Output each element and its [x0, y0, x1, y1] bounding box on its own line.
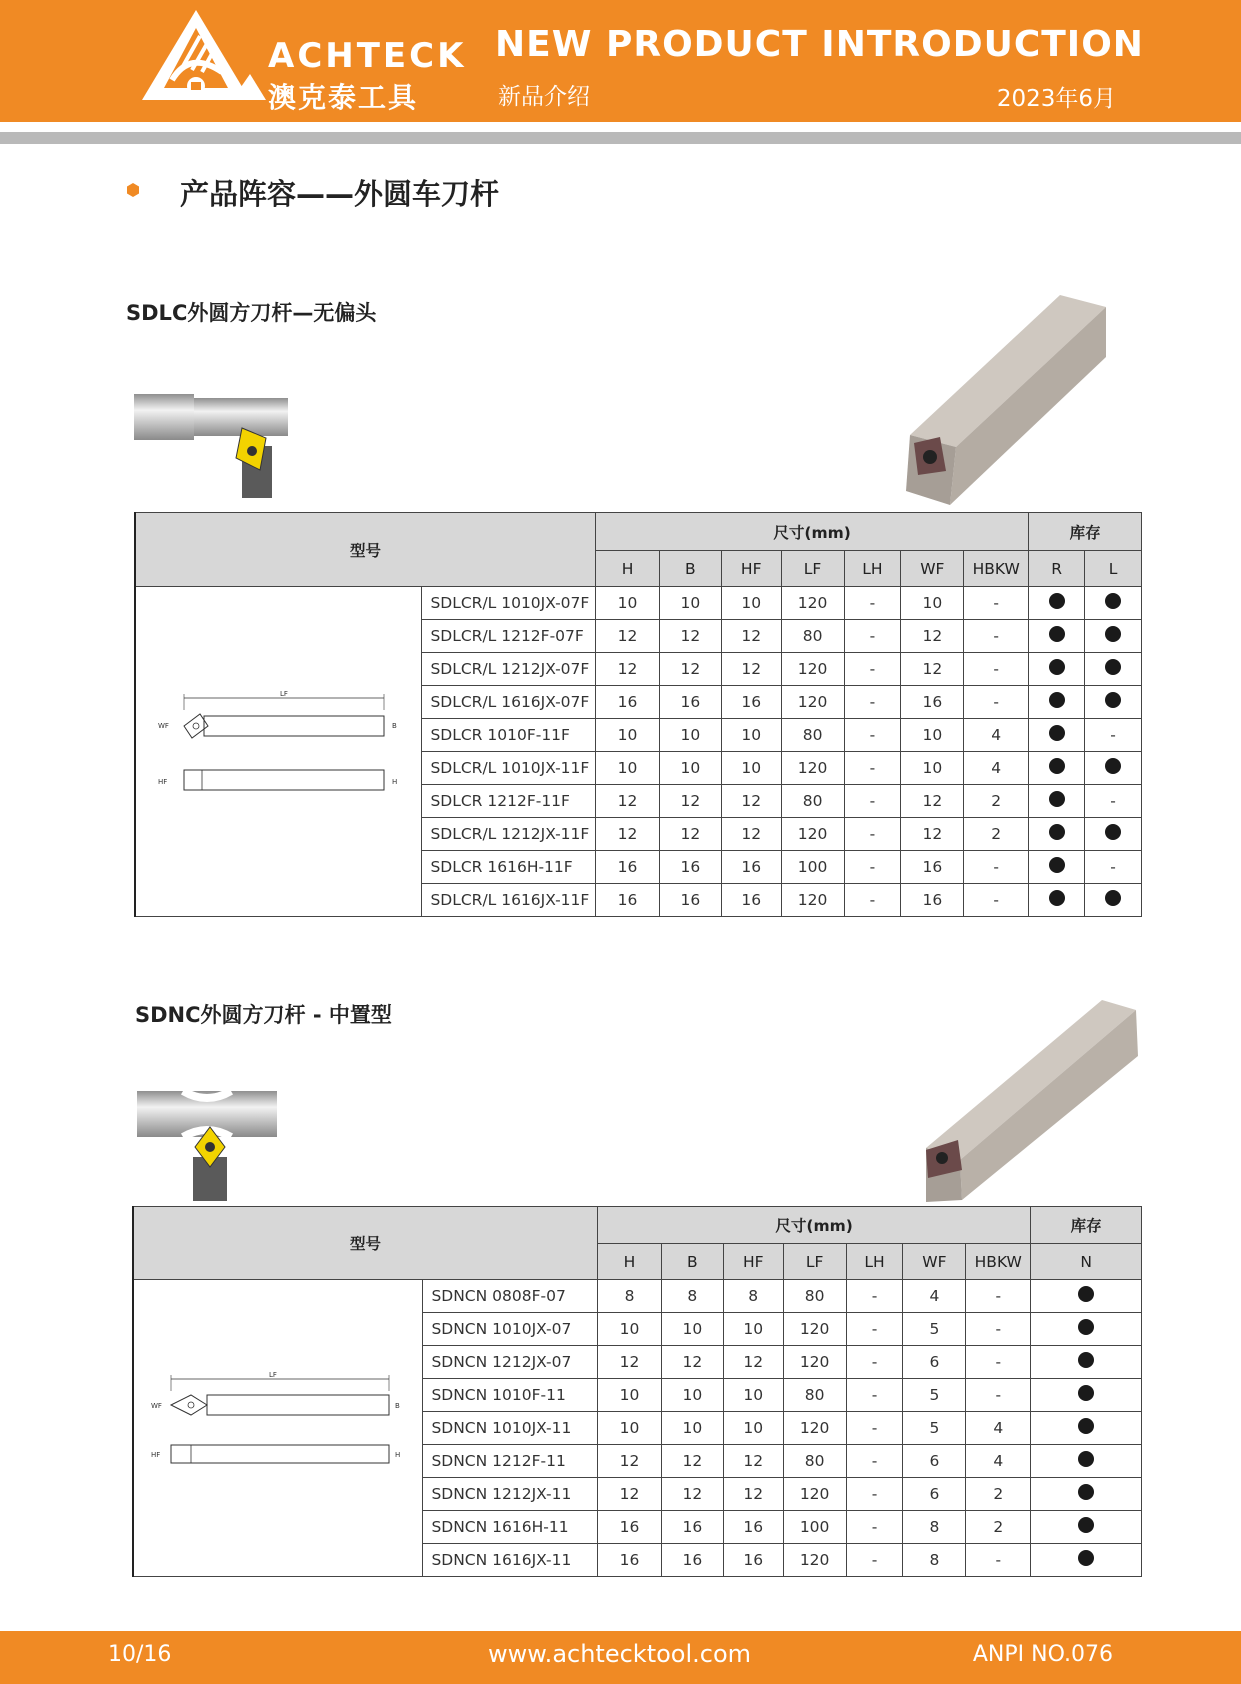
model-cell: SDNCN 1010JX-11	[423, 1412, 598, 1445]
model-cell: SDLCR/L 1616JX-11F	[422, 884, 596, 917]
sdlc-title: SDLC外圆方刀杆—无偏头	[126, 301, 377, 325]
model-cell: SDNCN 1212JX-11	[423, 1478, 598, 1511]
col-header-l: L	[1085, 551, 1142, 587]
dim-cell-wf: 10	[901, 587, 964, 620]
label-lf: LF	[279, 689, 288, 698]
dim-cell-hf: 12	[723, 1445, 783, 1478]
sdlc-tool-holder-icon	[900, 295, 1110, 507]
model-cell: SDNCN 1212F-11	[423, 1445, 598, 1478]
dim-cell-lh: -	[844, 620, 901, 653]
dim-cell-hf: 16	[721, 686, 781, 719]
in-stock-dot-icon	[1049, 890, 1065, 906]
stock-cell-r	[1029, 587, 1085, 620]
model-cell: SDNCN 1616H-11	[423, 1511, 598, 1544]
col-header-model: 型号	[133, 1207, 598, 1280]
dim-cell-lh: -	[844, 653, 901, 686]
dim-cell-hf: 10	[723, 1379, 783, 1412]
in-stock-dot-icon	[1078, 1286, 1094, 1302]
dim-cell-lf: 120	[781, 752, 844, 785]
header-subtitle: 新品介绍	[498, 84, 590, 110]
stock-cell-r	[1029, 884, 1085, 917]
col-header-wf: WF	[903, 1244, 966, 1280]
stock-cell-r	[1029, 620, 1085, 653]
dim-cell-lh: -	[844, 719, 901, 752]
dim-cell-wf: 5	[903, 1313, 966, 1346]
dim-cell-b: 10	[659, 587, 721, 620]
dim-cell-wf: 12	[901, 653, 964, 686]
in-stock-dot-icon	[1049, 824, 1065, 840]
dim-cell-wf: 6	[903, 1478, 966, 1511]
label-b: B	[395, 1402, 401, 1410]
stock-cell-n	[1031, 1445, 1142, 1478]
stock-cell-l: -	[1085, 719, 1142, 752]
col-header-lh: LH	[844, 551, 901, 587]
dim-cell-wf: 5	[903, 1412, 966, 1445]
model-cell: SDNCN 1010JX-07	[423, 1313, 598, 1346]
dim-cell-lh: -	[846, 1412, 903, 1445]
model-cell: SDLCR/L 1616JX-07F	[422, 686, 596, 719]
dim-cell-hbkw: -	[966, 1346, 1031, 1379]
dim-cell-hbkw: 2	[964, 818, 1029, 851]
in-stock-dot-icon	[1049, 857, 1065, 873]
dim-cell-wf: 6	[903, 1346, 966, 1379]
dim-cell-b: 10	[661, 1412, 723, 1445]
dim-cell-hbkw: -	[966, 1313, 1031, 1346]
dim-cell-b: 10	[659, 752, 721, 785]
section-title: 产品阵容——外圆车刀杆	[180, 177, 500, 211]
sdnc-title: SDNC外圆方刀杆 - 中置型	[135, 1003, 392, 1027]
website-link[interactable]: www.achtecktool.com	[488, 1640, 752, 1668]
stock-cell-l: -	[1085, 785, 1142, 818]
dim-cell-lh: -	[846, 1445, 903, 1478]
page-number: 10/16	[108, 1642, 172, 1667]
dim-cell-b: 10	[661, 1313, 723, 1346]
stock-cell-n	[1031, 1544, 1142, 1577]
in-stock-dot-icon	[1105, 626, 1121, 642]
col-header-stock: 库存	[1029, 513, 1142, 551]
hexagon-bullet-icon	[126, 183, 140, 197]
label-wf: WF	[157, 721, 169, 730]
label-h: H	[395, 1451, 401, 1459]
in-stock-dot-icon	[1049, 593, 1065, 609]
header-date: 2023年6月	[996, 86, 1116, 112]
dim-cell-hbkw: -	[964, 686, 1029, 719]
document-number: ANPI NO.076	[972, 1642, 1113, 1667]
dim-cell-lf: 120	[781, 686, 844, 719]
dim-cell-h: 12	[596, 785, 660, 818]
sdlc-machining-icon	[134, 388, 288, 498]
dim-cell-h: 16	[596, 884, 660, 917]
stock-cell-r	[1029, 752, 1085, 785]
model-cell: SDNCN 1010F-11	[423, 1379, 598, 1412]
dim-cell-hbkw: 4	[964, 752, 1029, 785]
col-header-hbkw: HBKW	[964, 551, 1029, 587]
col-header-dims: 尺寸(mm)	[596, 513, 1029, 551]
stock-cell-n	[1031, 1313, 1142, 1346]
col-header-wf: WF	[901, 551, 964, 587]
dim-cell-hbkw: -	[966, 1280, 1031, 1313]
label-hf: HF	[151, 1451, 161, 1459]
dim-cell-hf: 10	[721, 719, 781, 752]
model-cell: SDLCR/L 1212F-07F	[422, 620, 596, 653]
stock-cell-l	[1085, 686, 1142, 719]
stock-cell-r	[1029, 686, 1085, 719]
dim-cell-hf: 10	[723, 1313, 783, 1346]
in-stock-dot-icon	[1078, 1352, 1094, 1368]
dim-cell-wf: 16	[901, 851, 964, 884]
in-stock-dot-icon	[1049, 791, 1065, 807]
stock-cell-r	[1029, 719, 1085, 752]
dim-cell-hbkw: -	[966, 1379, 1031, 1412]
label-h: H	[391, 777, 397, 786]
dim-cell-hf: 10	[721, 587, 781, 620]
dim-cell-hf: 12	[721, 620, 781, 653]
dim-cell-b: 16	[661, 1511, 723, 1544]
dim-cell-hbkw: -	[964, 587, 1029, 620]
dim-cell-lh: -	[844, 785, 901, 818]
dim-cell-lf: 120	[781, 587, 844, 620]
model-cell: SDLCR/L 1010JX-11F	[422, 752, 596, 785]
model-cell: SDNCN 0808F-07	[423, 1280, 598, 1313]
dim-cell-lf: 80	[783, 1280, 846, 1313]
in-stock-dot-icon	[1078, 1550, 1094, 1566]
dim-cell-b: 12	[659, 818, 721, 851]
dim-cell-b: 12	[659, 620, 721, 653]
dim-cell-h: 12	[596, 818, 660, 851]
dim-cell-lf: 120	[783, 1313, 846, 1346]
header-divider-white	[0, 122, 1241, 132]
stock-cell-l: -	[1085, 851, 1142, 884]
dim-cell-lh: -	[846, 1313, 903, 1346]
dim-cell-h: 12	[598, 1445, 662, 1478]
dim-cell-lh: -	[846, 1544, 903, 1577]
dim-cell-b: 16	[659, 884, 721, 917]
dim-cell-hbkw: -	[966, 1544, 1031, 1577]
col-header-h: H	[596, 551, 660, 587]
in-stock-dot-icon	[1105, 692, 1121, 708]
dim-cell-wf: 12	[901, 785, 964, 818]
dim-cell-lh: -	[846, 1511, 903, 1544]
dim-cell-hf: 12	[723, 1346, 783, 1379]
stock-cell-l	[1085, 587, 1142, 620]
table-row	[135, 587, 1142, 620]
dim-cell-hf: 12	[721, 818, 781, 851]
dim-cell-b: 12	[659, 653, 721, 686]
dim-cell-b: 12	[659, 785, 721, 818]
dim-cell-hbkw: -	[964, 884, 1029, 917]
in-stock-dot-icon	[1078, 1319, 1094, 1335]
dim-cell-hf: 12	[721, 653, 781, 686]
stock-cell-n	[1031, 1346, 1142, 1379]
stock-cell-r	[1029, 653, 1085, 686]
dim-cell-lf: 120	[783, 1478, 846, 1511]
model-cell: SDLCR 1010F-11F	[422, 719, 596, 752]
dim-cell-hf: 10	[721, 752, 781, 785]
col-header-stock: 库存	[1031, 1207, 1142, 1244]
col-header-lf: LF	[781, 551, 844, 587]
stock-cell-n	[1031, 1280, 1142, 1313]
dim-cell-h: 10	[598, 1379, 662, 1412]
col-header-b: B	[661, 1244, 723, 1280]
model-cell: SDLCR/L 1010JX-07F	[422, 587, 596, 620]
brand-name-en: ACHTECK	[268, 36, 467, 76]
stock-cell-n	[1031, 1478, 1142, 1511]
dimension-drawing-cell	[135, 587, 422, 917]
col-header-n: N	[1031, 1244, 1142, 1280]
dim-cell-lf: 80	[781, 785, 844, 818]
stock-cell-l	[1085, 884, 1142, 917]
in-stock-dot-icon	[1049, 659, 1065, 675]
dim-cell-h: 10	[598, 1412, 662, 1445]
in-stock-dot-icon	[1078, 1418, 1094, 1434]
in-stock-dot-icon	[1078, 1451, 1094, 1467]
dim-cell-lh: -	[846, 1478, 903, 1511]
dim-cell-lh: -	[844, 686, 901, 719]
dim-cell-lh: -	[844, 818, 901, 851]
dim-cell-lf: 120	[783, 1346, 846, 1379]
dimension-drawing-cell	[133, 1280, 423, 1577]
achteck-logo-icon	[142, 10, 266, 108]
model-cell: SDLCR 1616H-11F	[422, 851, 596, 884]
dim-cell-hf: 16	[723, 1511, 783, 1544]
col-header-hbkw: HBKW	[966, 1244, 1031, 1280]
sdlc-dimension-drawing	[144, 690, 414, 810]
dim-cell-lf: 80	[781, 620, 844, 653]
dim-cell-lf: 120	[783, 1544, 846, 1577]
stock-cell-l	[1085, 752, 1142, 785]
sdlc-spec-table	[134, 512, 1142, 917]
sdnc-tool-holder-icon	[922, 1000, 1140, 1204]
stock-cell-n	[1031, 1412, 1142, 1445]
model-cell: SDNCN 1616JX-11	[423, 1544, 598, 1577]
dim-cell-wf: 4	[903, 1280, 966, 1313]
dim-cell-b: 10	[661, 1379, 723, 1412]
dim-cell-wf: 16	[901, 686, 964, 719]
dim-cell-wf: 8	[903, 1544, 966, 1577]
col-header-lh: LH	[846, 1244, 903, 1280]
stock-cell-l	[1085, 653, 1142, 686]
dim-cell-lh: -	[846, 1346, 903, 1379]
dim-cell-h: 10	[598, 1313, 662, 1346]
stock-cell-n	[1031, 1511, 1142, 1544]
dim-cell-wf: 6	[903, 1445, 966, 1478]
dim-cell-hf: 10	[723, 1412, 783, 1445]
in-stock-dot-icon	[1049, 626, 1065, 642]
dim-cell-lf: 100	[781, 851, 844, 884]
dim-cell-wf: 5	[903, 1379, 966, 1412]
dim-cell-lh: -	[846, 1280, 903, 1313]
stock-cell-n	[1031, 1379, 1142, 1412]
dim-cell-hf: 16	[721, 851, 781, 884]
dim-cell-h: 12	[598, 1346, 662, 1379]
dim-cell-hf: 8	[723, 1280, 783, 1313]
dim-cell-hbkw: 4	[966, 1412, 1031, 1445]
dim-cell-b: 10	[659, 719, 721, 752]
dim-cell-hbkw: 4	[964, 719, 1029, 752]
in-stock-dot-icon	[1105, 659, 1121, 675]
dim-cell-lh: -	[844, 752, 901, 785]
dim-cell-wf: 8	[903, 1511, 966, 1544]
dim-cell-h: 12	[596, 620, 660, 653]
label-b: B	[391, 721, 397, 730]
dim-cell-h: 12	[598, 1478, 662, 1511]
header-title: NEW PRODUCT INTRODUCTION	[495, 24, 1144, 65]
dim-cell-b: 12	[661, 1478, 723, 1511]
table-row	[133, 1280, 1142, 1313]
dim-cell-h: 16	[598, 1544, 662, 1577]
dim-cell-wf: 12	[901, 818, 964, 851]
dim-cell-h: 16	[598, 1511, 662, 1544]
stock-cell-r	[1029, 818, 1085, 851]
dim-cell-hbkw: -	[964, 620, 1029, 653]
dim-cell-hbkw: 2	[966, 1511, 1031, 1544]
dim-cell-lf: 80	[781, 719, 844, 752]
stock-cell-r	[1029, 851, 1085, 884]
dim-cell-b: 16	[659, 851, 721, 884]
sdnc-dimension-drawing	[143, 1371, 413, 1481]
dim-cell-hf: 16	[721, 884, 781, 917]
model-cell: SDLCR 1212F-11F	[422, 785, 596, 818]
dim-cell-hbkw: -	[964, 653, 1029, 686]
label-wf: WF	[151, 1402, 163, 1410]
dim-cell-wf: 10	[901, 752, 964, 785]
dim-cell-lf: 120	[781, 653, 844, 686]
dim-cell-h: 16	[596, 686, 660, 719]
dim-cell-lf: 120	[781, 818, 844, 851]
dim-cell-b: 16	[661, 1544, 723, 1577]
dim-cell-wf: 10	[901, 719, 964, 752]
col-header-hf: HF	[723, 1244, 783, 1280]
col-header-dims: 尺寸(mm)	[598, 1207, 1031, 1244]
dim-cell-wf: 16	[901, 884, 964, 917]
header-divider-gray	[0, 132, 1241, 144]
dim-cell-lh: -	[844, 851, 901, 884]
dim-cell-b: 8	[661, 1280, 723, 1313]
dim-cell-hbkw: -	[964, 851, 1029, 884]
col-header-r: R	[1029, 551, 1085, 587]
stock-cell-l	[1085, 818, 1142, 851]
col-header-h: H	[598, 1244, 662, 1280]
in-stock-dot-icon	[1105, 758, 1121, 774]
dim-cell-hbkw: 4	[966, 1445, 1031, 1478]
col-header-lf: LF	[783, 1244, 846, 1280]
col-header-b: B	[659, 551, 721, 587]
in-stock-dot-icon	[1049, 758, 1065, 774]
label-hf: HF	[157, 777, 168, 786]
dim-cell-hbkw: 2	[964, 785, 1029, 818]
dim-cell-lh: -	[844, 884, 901, 917]
model-cell: SDLCR/L 1212JX-11F	[422, 818, 596, 851]
in-stock-dot-icon	[1078, 1517, 1094, 1533]
in-stock-dot-icon	[1105, 890, 1121, 906]
sdnc-machining-icon	[137, 1091, 277, 1201]
dim-cell-lf: 80	[783, 1445, 846, 1478]
dim-cell-hf: 12	[723, 1478, 783, 1511]
dim-cell-lf: 120	[781, 884, 844, 917]
dim-cell-lf: 120	[783, 1412, 846, 1445]
col-header-hf: HF	[721, 551, 781, 587]
in-stock-dot-icon	[1049, 725, 1065, 741]
dim-cell-lh: -	[844, 587, 901, 620]
dim-cell-lf: 80	[783, 1379, 846, 1412]
dim-cell-b: 12	[661, 1445, 723, 1478]
label-lf: LF	[269, 1371, 278, 1379]
in-stock-dot-icon	[1078, 1385, 1094, 1401]
dim-cell-h: 8	[598, 1280, 662, 1313]
dim-cell-lf: 100	[783, 1511, 846, 1544]
in-stock-dot-icon	[1105, 593, 1121, 609]
model-cell: SDNCN 1212JX-07	[423, 1346, 598, 1379]
dim-cell-h: 10	[596, 719, 660, 752]
dim-cell-hf: 12	[721, 785, 781, 818]
in-stock-dot-icon	[1049, 692, 1065, 708]
stock-cell-l	[1085, 620, 1142, 653]
brand-name-cn: 澳克泰工具	[268, 81, 419, 114]
dim-cell-h: 10	[596, 752, 660, 785]
dim-cell-hf: 16	[723, 1544, 783, 1577]
dim-cell-lh: -	[846, 1379, 903, 1412]
in-stock-dot-icon	[1105, 824, 1121, 840]
dim-cell-b: 12	[661, 1346, 723, 1379]
col-header-model: 型号	[135, 513, 596, 587]
dim-cell-h: 10	[596, 587, 660, 620]
dim-cell-wf: 12	[901, 620, 964, 653]
model-cell: SDLCR/L 1212JX-07F	[422, 653, 596, 686]
dim-cell-b: 16	[659, 686, 721, 719]
dim-cell-h: 12	[596, 653, 660, 686]
in-stock-dot-icon	[1078, 1484, 1094, 1500]
dim-cell-hbkw: 2	[966, 1478, 1031, 1511]
sdnc-spec-table	[132, 1206, 1142, 1577]
stock-cell-r	[1029, 785, 1085, 818]
dim-cell-h: 16	[596, 851, 660, 884]
